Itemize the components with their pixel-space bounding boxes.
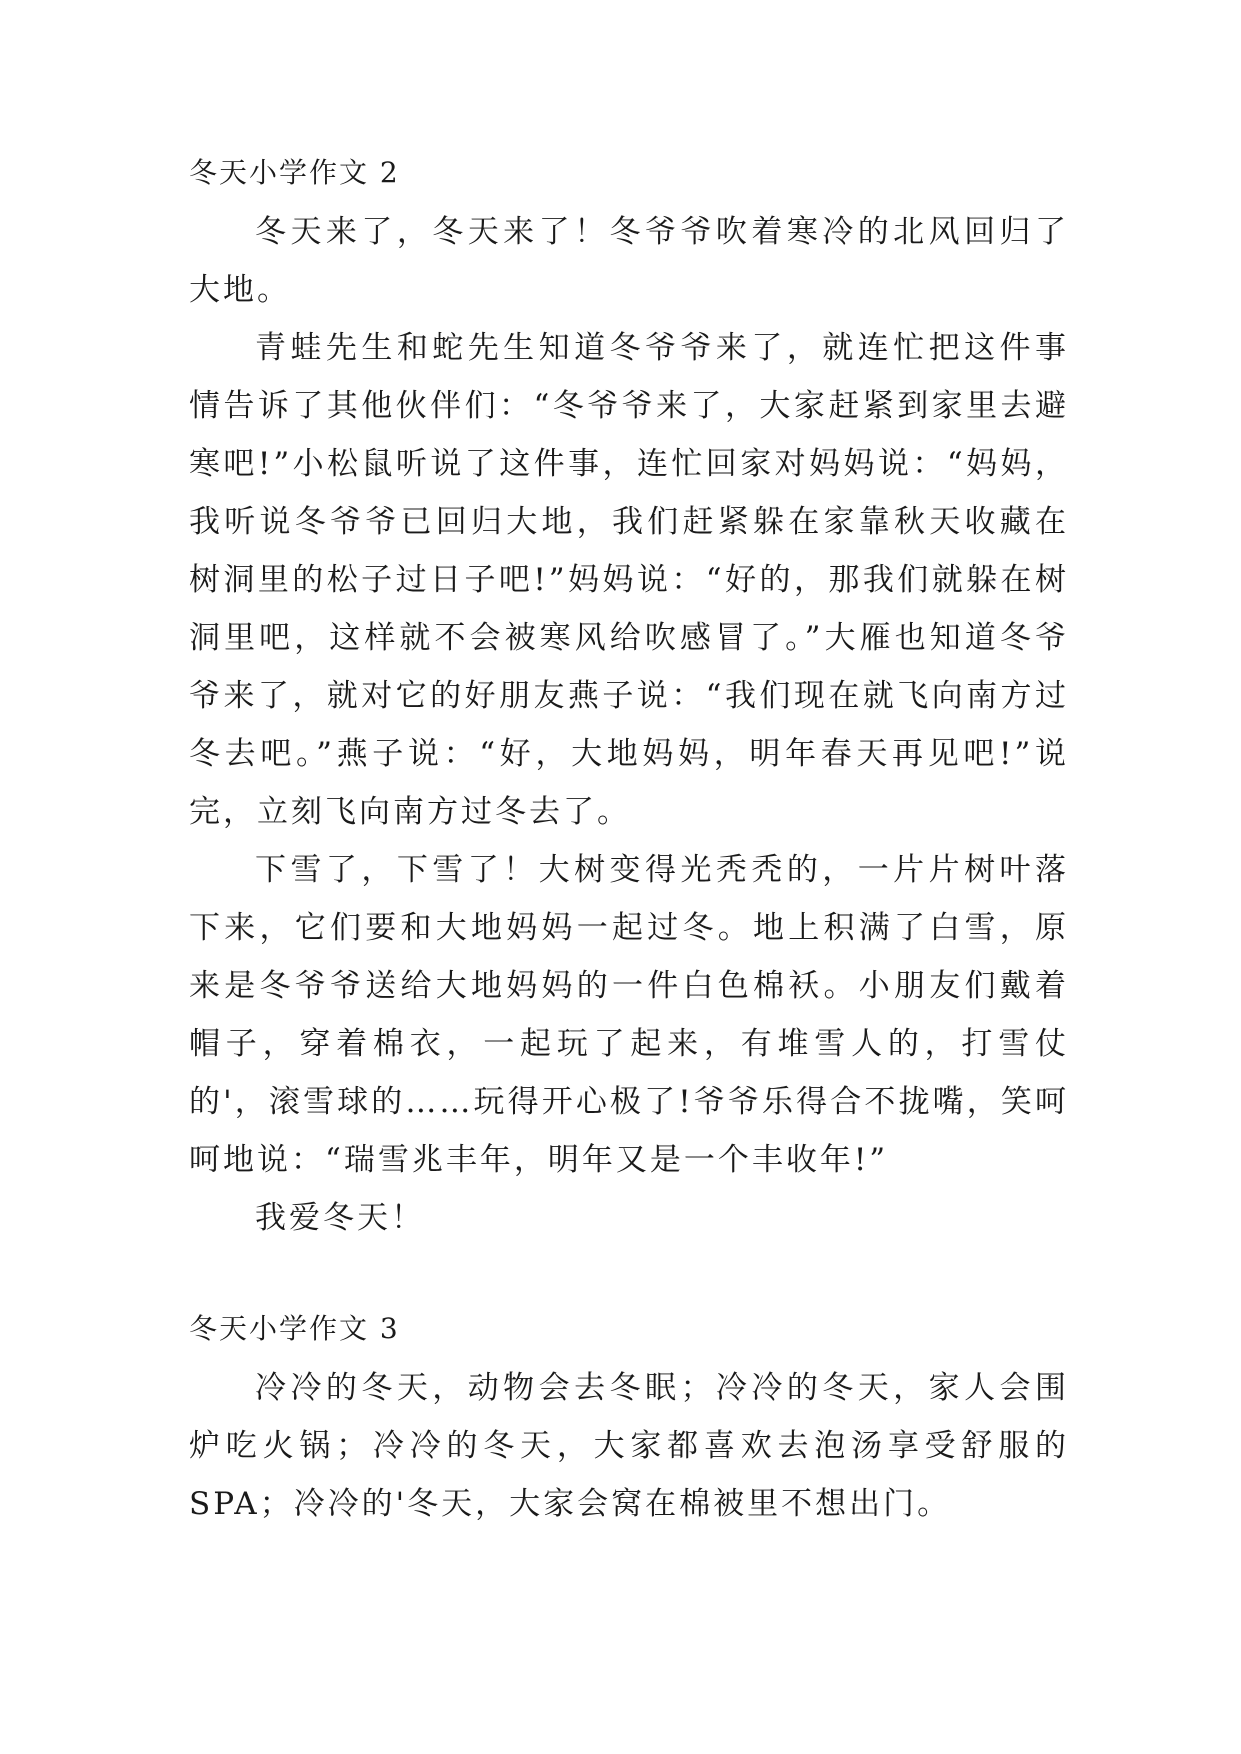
section-spacer [189, 1247, 1069, 1311]
section-title: 冬天小学作文 3 [189, 1312, 400, 1345]
paragraph: 下雪了，下雪了！大树变得光秃秃的，一片片树叶落下来，它们要和大地妈妈一起过冬。地上积满了白雪，原来是冬爷爷送给大地妈妈的一件白色棉袄。小朋友们戴着帽子，穿着棉衣，一起玩了起来，有堆雪人的，打雪仗的'，滚雪球的……玩得开心极了!爷爷乐得合不拢嘴，笑呵呵地说：“瑞雪兆丰年，明年又是一个丰收年!” [189, 852, 1069, 1178]
paragraph: 我爱冬天！ [255, 1200, 425, 1236]
paragraph: 冷冷的冬天，动物会去冬眠；冷冷的冬天，家人会围炉吃火锅；冷冷的冬天，大家都喜欢去泡汤享受舒服的SPA；冷冷的'冬天，大家会窝在棉被里不想出门。 [189, 1370, 1069, 1522]
section-title: 冬天小学作文 2 [189, 156, 400, 189]
paragraph: 冬天来了，冬天来了！冬爷爷吹着寒冷的北风回归了大地。 [189, 214, 1069, 308]
document-body [189, 155, 1069, 1533]
paragraph: 青蛙先生和蛇先生知道冬爷爷来了，就连忙把这件事情告诉了其他伙伴们：“冬爷爷来了，大家赶紧到家里去避寒吧!”小松鼠听说了这件事，连忙回家对妈妈说：“妈妈，我听说冬爷爷已回归大地，我们赶紧躲在家靠秋天收藏在树洞里的松子过日子吧!”妈妈说：“好的，那我们就躲在树洞里吧，这样就不会被寒风给吹感冒了。”大雁也知道冬爷爷来了，就对它的好朋友燕子说：“我们现在就飞向南方过冬去吧。”燕子说：“好，大地妈妈，明年春天再见吧!”说完，立刻飞向南方过冬去了。 [189, 330, 1069, 830]
essay-section-3 [189, 1311, 1069, 1533]
essay-section-2 [189, 155, 1069, 1247]
